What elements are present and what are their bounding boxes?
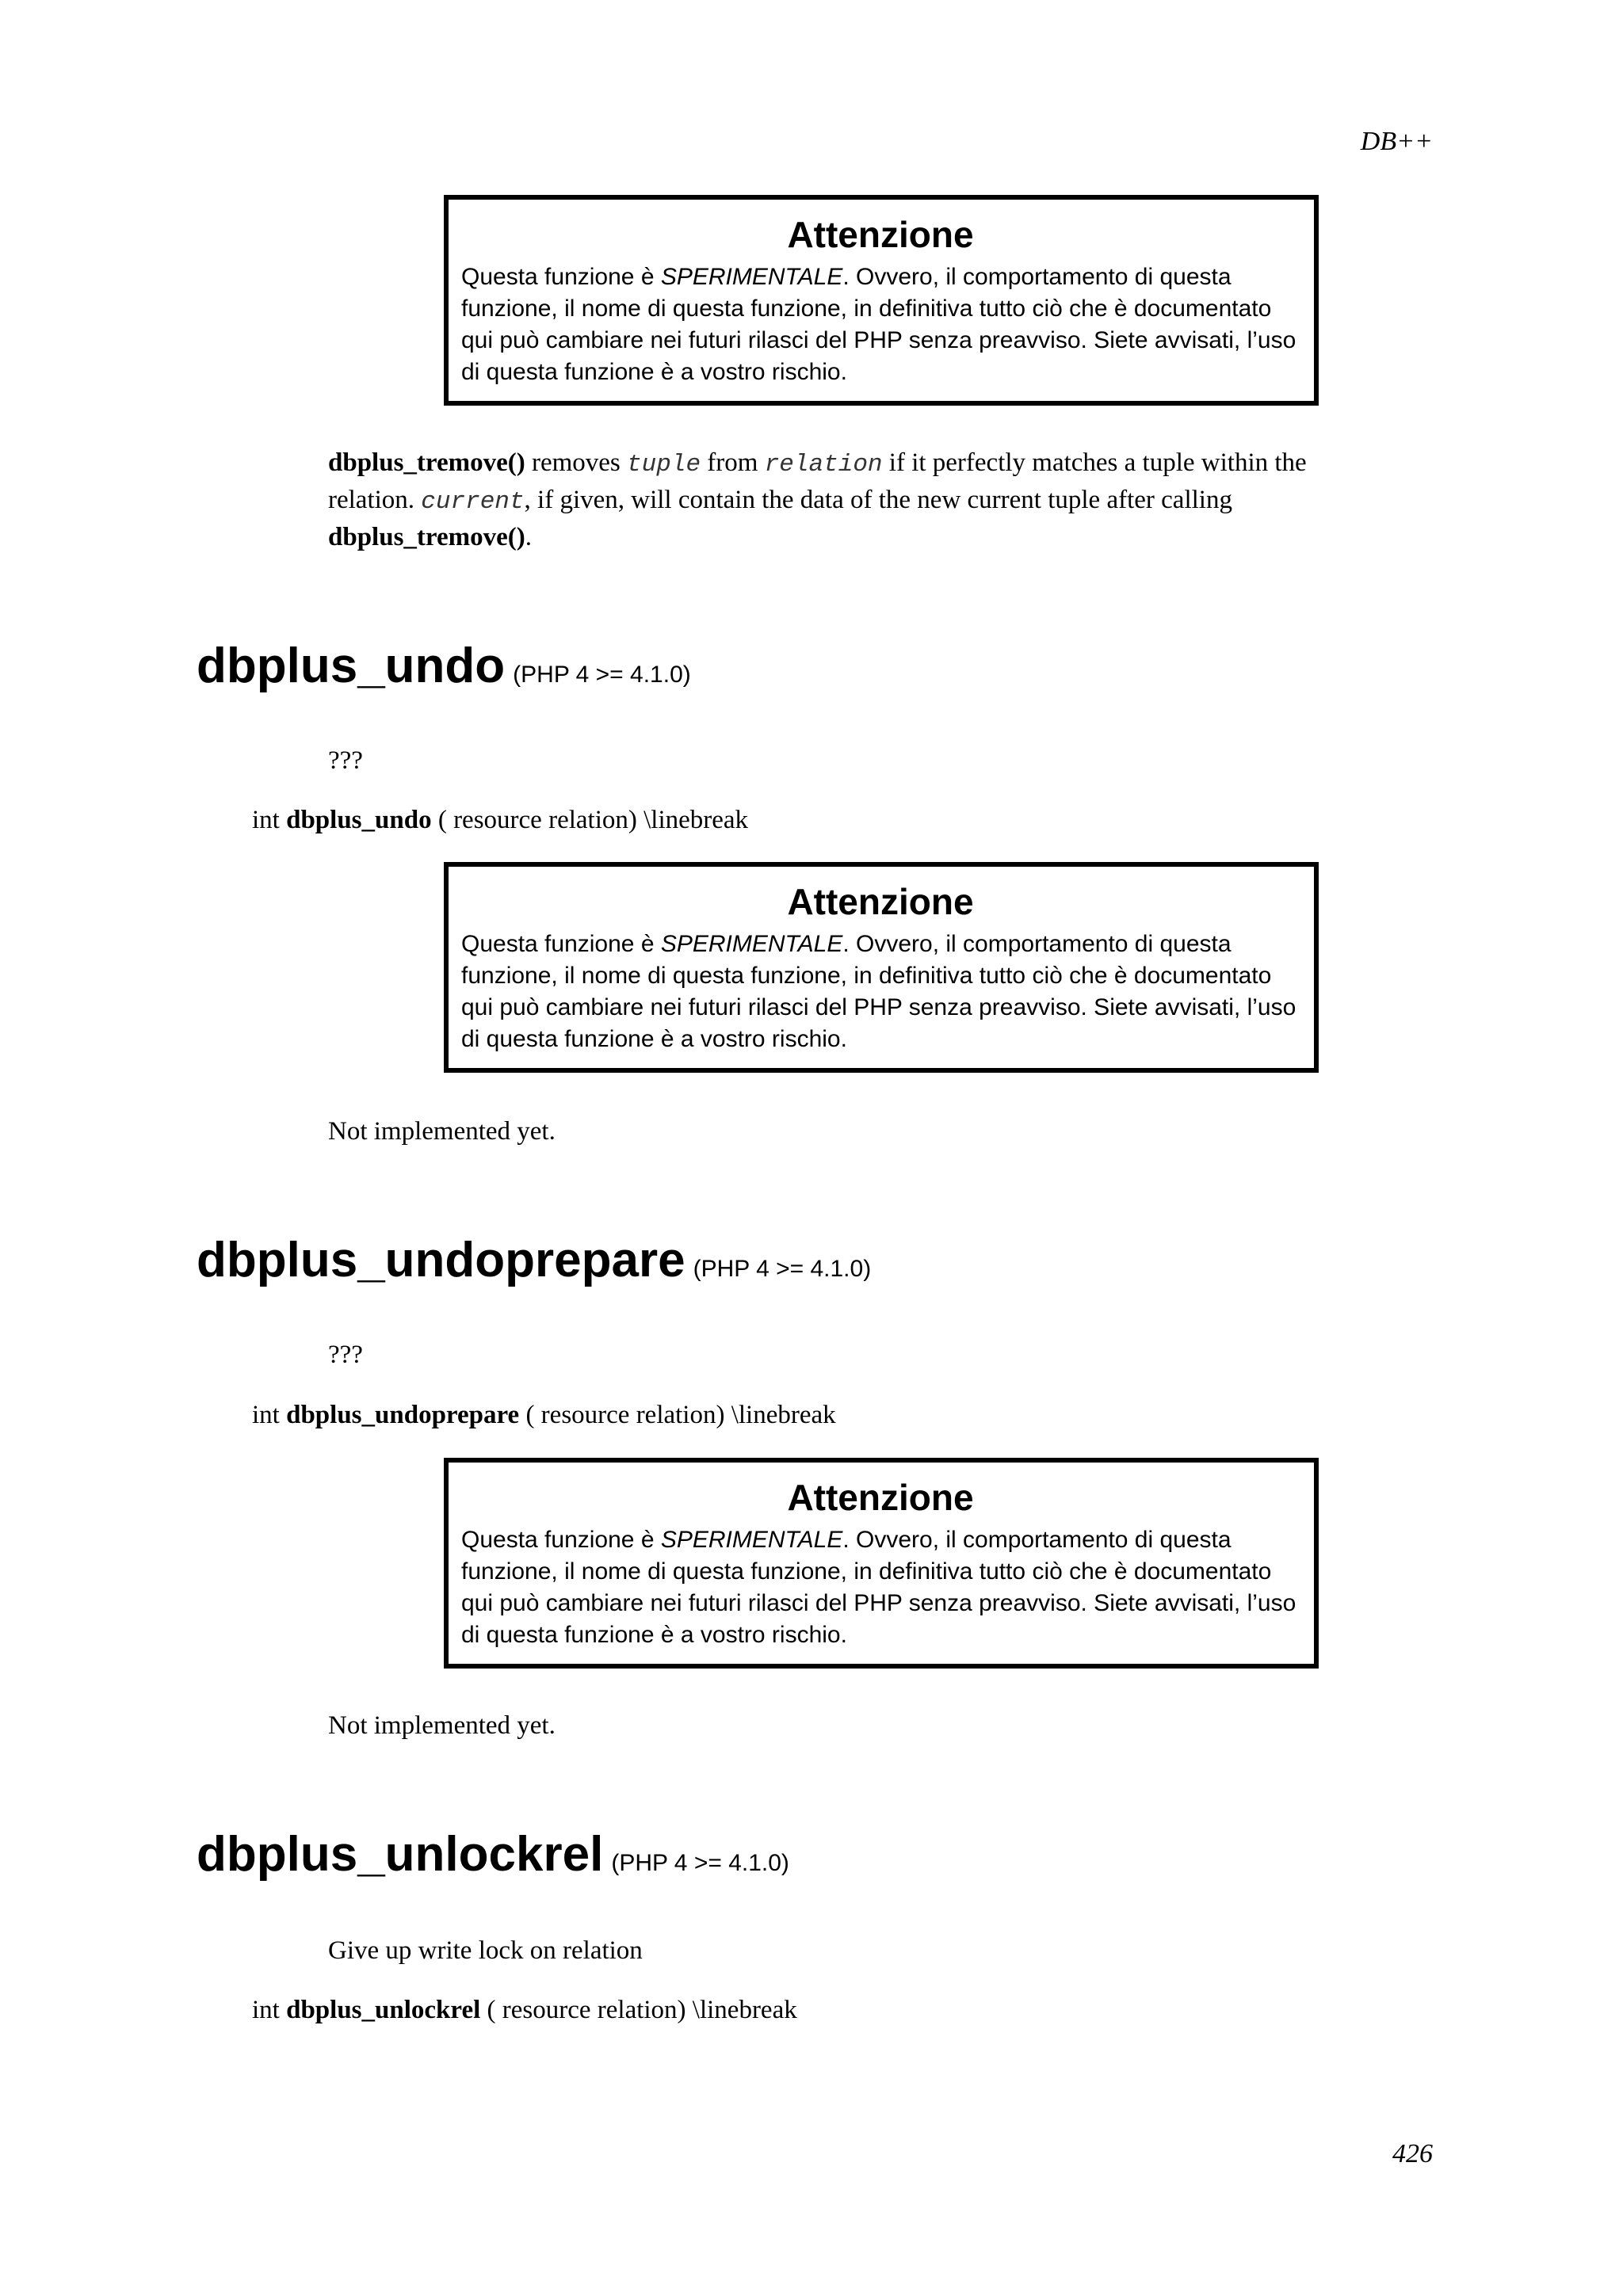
function-ref: dbplus_tremove() [328, 523, 525, 551]
function-purpose: Give up write lock on relation [328, 1936, 643, 1965]
function-purpose: ??? [328, 1341, 363, 1369]
param-ref: relation [764, 451, 883, 479]
warning-title: Attenzione [787, 214, 974, 255]
warning-box [444, 195, 1319, 406]
function-prototype: int dbplus_unlockrel ( resource relation) \linebreak [252, 1996, 797, 2024]
warning-text: Questa funzione è SPERIMENTALE. Ovvero, il comportamento di questa funzione, il nome di questa funzione, in definitiva tutto ciò che è documentato qui può cambiare nei futuri rilasci del PHP senza preavviso. Siete avvisati, l’uso di questa funzione è a vostro rischio. [461, 1527, 1296, 1648]
version-label: (PHP 4 >= 4.1.0) [611, 1850, 789, 1876]
version-label: (PHP 4 >= 4.1.0) [693, 1256, 872, 1282]
function-purpose: ??? [328, 746, 363, 775]
function-description: Not implemented yet. [328, 1711, 556, 1740]
warning-text: Questa funzione è SPERIMENTALE. Ovvero, il comportamento di questa funzione, il nome di questa funzione, in definitiva tutto ciò che è documentato qui può cambiare nei futuri rilasci del PHP senza preavviso. Siete avvisati, l’uso di questa funzione è a vostro rischio. [461, 931, 1296, 1052]
tremove-description: dbplus_tremove() removes tuple from relation if it perfectly matches a tuple within the relation. current, if given, will contain the data of the new current tuple after calling dbplus_tremove(). [328, 448, 1307, 551]
warning-text: Questa funzione è SPERIMENTALE. Ovvero, il comportamento di questa funzione, il nome di questa funzione, in definitiva tutto ciò che è documentato qui può cambiare nei futuri rilasci del PHP senza preavviso. Siete avvisati, l’uso di questa funzione è a vostro rischio. [461, 264, 1296, 385]
function-prototype: int dbplus_undoprepare ( resource relation) \linebreak [252, 1401, 836, 1429]
warning-title: Attenzione [787, 1477, 974, 1518]
function-heading-unlockrel: dbplus_unlockrel (PHP 4 >= 4.1.0) [197, 1827, 789, 1882]
function-heading-undoprepare: dbplus_undoprepare (PHP 4 >= 4.1.0) [197, 1233, 872, 1287]
param-ref: current [421, 488, 525, 516]
running-header: DB++ [1360, 127, 1433, 156]
warning-title: Attenzione [787, 881, 974, 922]
function-prototype: int dbplus_undo ( resource relation) \linebreak [252, 806, 749, 834]
warning-box [444, 1458, 1319, 1669]
param-ref: tuple [627, 451, 701, 479]
version-label: (PHP 4 >= 4.1.0) [513, 662, 691, 688]
page-number: 426 [1392, 2139, 1433, 2168]
function-heading-undo: dbplus_undo (PHP 4 >= 4.1.0) [197, 639, 691, 693]
function-description: Not implemented yet. [328, 1117, 556, 1146]
function-ref: dbplus_tremove() [328, 448, 525, 477]
warning-box [444, 862, 1319, 1073]
